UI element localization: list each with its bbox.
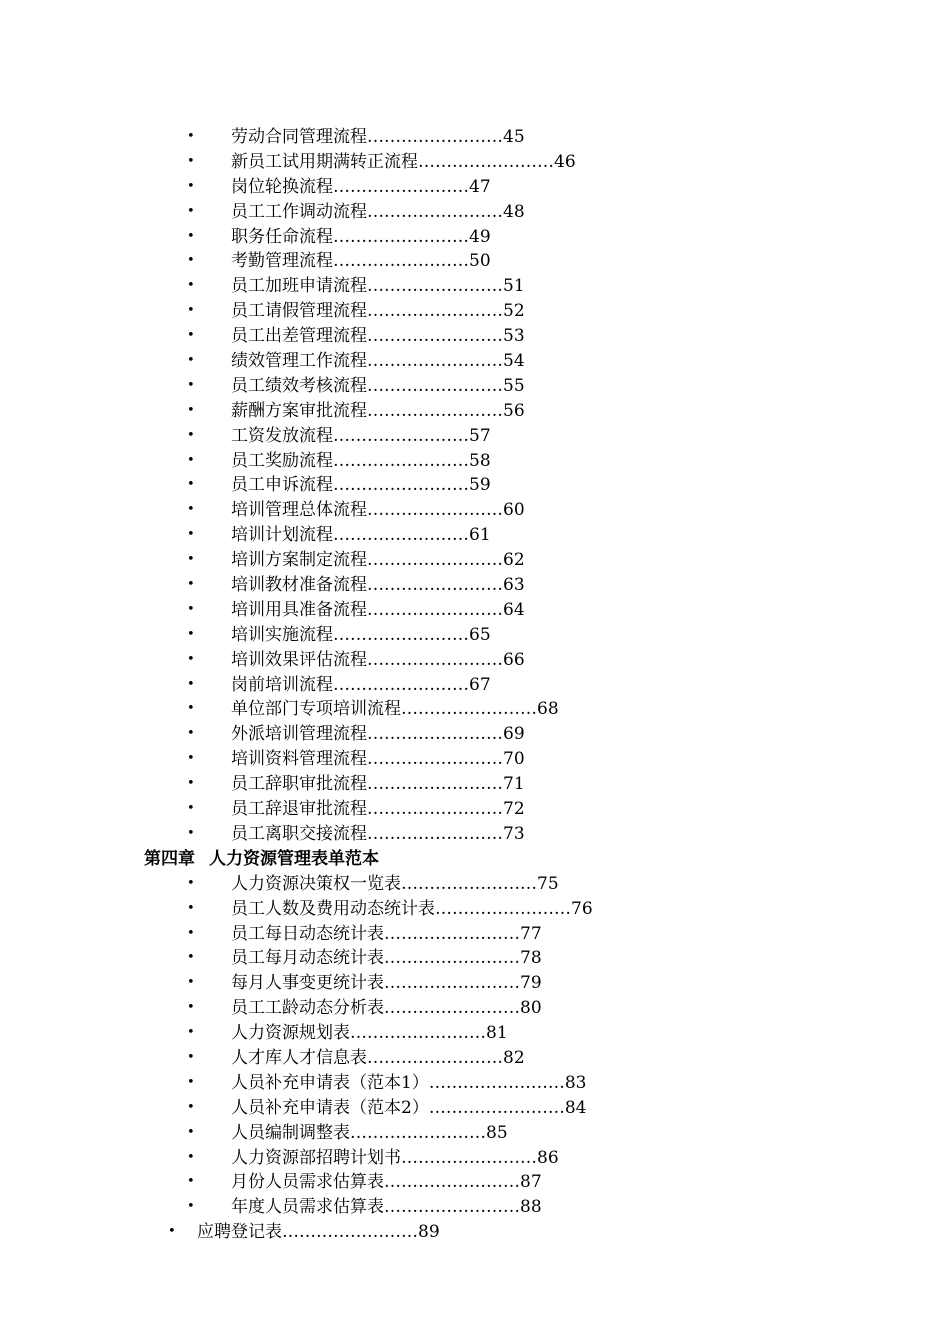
- dot-leader: ……………………: [367, 649, 503, 670]
- toc-entry-page: 77: [520, 923, 542, 944]
- toc-entry: [0, 922, 950, 947]
- toc-entry-text: [231, 1021, 508, 1046]
- toc-entry-title: 薪酬方案审批流程: [231, 400, 367, 421]
- toc-entry-page: 67: [469, 674, 491, 695]
- toc-entry: [0, 150, 950, 175]
- bullet-icon: •: [187, 651, 195, 667]
- toc-entry-page: 87: [520, 1172, 542, 1193]
- dot-leader: ……………………: [333, 475, 469, 496]
- toc-entry-text: [231, 697, 559, 722]
- toc-entry-title: 人员补充申请表（范本2）: [231, 1097, 429, 1118]
- toc-entry-page: 73: [503, 823, 525, 844]
- dot-leader: ……………………: [367, 823, 503, 844]
- toc-entry-title: 外派培训管理流程: [231, 724, 367, 745]
- toc-entry-title: 培训资料管理流程: [231, 749, 367, 770]
- bullet-icon: •: [187, 153, 195, 169]
- bullet-icon: •: [187, 328, 195, 344]
- chapter-label: 第四章: [144, 848, 195, 869]
- bullet-icon: •: [187, 601, 195, 617]
- toc-entry-text: [231, 772, 525, 797]
- toc-entry-text: [231, 1046, 525, 1071]
- toc-entry-text: [231, 648, 525, 673]
- dot-leader: ……………………: [428, 1072, 565, 1093]
- toc-entry-title: 人员编制调整表: [231, 1122, 350, 1143]
- toc-entry-text: [231, 1146, 559, 1171]
- toc-entry-title: 培训方案制定流程: [231, 550, 367, 571]
- toc-entry-text: [231, 971, 542, 996]
- dot-leader: ……………………: [367, 774, 503, 795]
- toc-entry-page: 64: [503, 599, 525, 620]
- toc-entry-title: 员工辞职审批流程: [231, 774, 367, 795]
- toc-entry-text: [197, 1220, 440, 1245]
- dot-leader: ……………………: [350, 1122, 486, 1143]
- bullet-icon: •: [187, 577, 195, 593]
- dot-leader: ……………………: [367, 1047, 503, 1068]
- toc-entry-page: 71: [503, 774, 525, 795]
- toc-entry-text: [231, 673, 491, 698]
- toc-entry-page: 63: [503, 575, 525, 596]
- toc-entry-title: 员工工龄动态分析表: [231, 998, 384, 1019]
- toc-entry-page: 75: [537, 873, 559, 894]
- toc-entry-text: [231, 299, 525, 324]
- toc-entry-page: 86: [537, 1147, 559, 1168]
- bullet-icon: •: [187, 1000, 195, 1016]
- bullet-icon: •: [187, 900, 195, 916]
- dot-leader: ……………………: [333, 624, 469, 645]
- toc-entry-title: 培训实施流程: [231, 624, 333, 645]
- toc-entry-title: 培训管理总体流程: [231, 500, 367, 521]
- dot-leader: ……………………: [401, 699, 537, 720]
- bullet-icon: •: [187, 1099, 195, 1115]
- bullet-icon: •: [187, 527, 195, 543]
- toc-entry-title: 月份人员需求估算表: [231, 1172, 384, 1193]
- bullet-icon: •: [187, 701, 195, 717]
- toc-entry-page: 78: [520, 948, 542, 969]
- toc-entry-text: [231, 897, 593, 922]
- toc-entry: [0, 374, 950, 399]
- bullet-icon: •: [187, 825, 195, 841]
- toc-entry: [0, 1220, 950, 1245]
- toc-entry-page: 82: [503, 1047, 525, 1068]
- dot-leader: ……………………: [333, 450, 469, 471]
- bullet-icon: •: [187, 1074, 195, 1090]
- toc-entry-title: 劳动合同管理流程: [231, 127, 367, 147]
- dot-leader: ……………………: [367, 599, 503, 620]
- toc-entry: [0, 772, 950, 797]
- dot-leader: ……………………: [333, 674, 469, 695]
- toc-entry-text: [231, 1096, 586, 1121]
- toc-entry-title: 员工每月动态统计表: [231, 948, 384, 969]
- toc-entry: [0, 225, 950, 250]
- toc-entry-title: 员工奖励流程: [231, 450, 333, 471]
- toc-entry: [0, 274, 950, 299]
- toc-entry: [0, 449, 950, 474]
- toc-entry-text: [231, 374, 525, 399]
- toc-entry: [0, 797, 950, 822]
- dot-leader: ……………………: [367, 724, 503, 745]
- toc-entry-text: [231, 598, 525, 623]
- dot-leader: ……………………: [333, 525, 469, 546]
- toc-entry-text: [231, 573, 525, 598]
- bullet-icon: •: [187, 1049, 195, 1065]
- bullet-icon: •: [187, 751, 195, 767]
- toc-entry-page: 57: [469, 425, 491, 446]
- toc-entry: [0, 673, 950, 698]
- dot-leader: ……………………: [428, 1097, 565, 1118]
- toc-entry-title: 员工每日动态统计表: [231, 923, 384, 944]
- toc-entry-page: 54: [503, 351, 525, 372]
- bullet-icon: •: [187, 776, 195, 792]
- toc-entry-title: 培训教材准备流程: [231, 575, 367, 596]
- bullet-icon: •: [187, 353, 195, 369]
- bullet-icon: •: [187, 1199, 195, 1215]
- toc-entry-page: 65: [469, 624, 491, 645]
- toc-entry: [0, 249, 950, 274]
- dot-leader: ……………………: [367, 749, 503, 770]
- toc-entry-title: 年度人员需求估算表: [231, 1197, 384, 1218]
- toc-entry-page: 51: [503, 276, 525, 297]
- toc-entry-title: 员工离职交接流程: [231, 823, 367, 844]
- bullet-icon: •: [187, 975, 195, 991]
- dot-leader: ……………………: [384, 948, 520, 969]
- toc-entry-text: [231, 150, 576, 175]
- bullet-icon: •: [187, 178, 195, 194]
- toc-entry-title: 人员补充申请表（范本1）: [231, 1072, 429, 1093]
- toc-entry-text: [231, 349, 525, 374]
- bullet-icon: •: [187, 129, 195, 144]
- chapter-heading-text: [144, 847, 379, 872]
- dot-leader: ……………………: [350, 1023, 486, 1044]
- bullet-icon: •: [187, 552, 195, 568]
- toc-entry-title: 工资发放流程: [231, 425, 333, 446]
- toc-entry-text: [231, 797, 525, 822]
- toc-entry-page: 80: [520, 998, 542, 1019]
- toc-entry: [0, 648, 950, 673]
- toc-entry-text: [231, 449, 491, 474]
- toc-entry-title: 员工申诉流程: [231, 475, 333, 496]
- toc-entry-page: 58: [469, 450, 491, 471]
- bullet-icon: •: [187, 203, 195, 219]
- toc-entry-page: 48: [503, 201, 525, 222]
- dot-leader: ……………………: [367, 326, 503, 347]
- toc-entry-text: [231, 1170, 542, 1195]
- toc-entry: [0, 598, 950, 623]
- toc-entry-text: [231, 996, 542, 1021]
- dot-leader: ……………………: [367, 201, 503, 222]
- bullet-icon: •: [187, 875, 195, 891]
- dot-leader: ……………………: [367, 301, 503, 322]
- toc-entry: [0, 1021, 950, 1046]
- dot-leader: ……………………: [333, 251, 469, 272]
- dot-leader: ……………………: [367, 500, 503, 521]
- chapter-heading: [0, 847, 950, 872]
- toc-entry-page: 50: [469, 251, 491, 272]
- toc-entry-text: [231, 523, 491, 548]
- dot-leader: ……………………: [367, 276, 503, 297]
- toc-entry-title: 每月人事变更统计表: [231, 973, 384, 994]
- toc-entry-page: 46: [554, 151, 576, 172]
- bullet-icon: •: [187, 477, 195, 493]
- toc-entry: [0, 473, 950, 498]
- toc-entry-title: 绩效管理工作流程: [231, 351, 367, 372]
- toc-entry: [0, 897, 950, 922]
- toc-entry-page: 72: [503, 799, 525, 820]
- toc-entry: [0, 324, 950, 349]
- toc-entry: [0, 125, 950, 150]
- dot-leader: ……………………: [367, 400, 503, 421]
- toc-entry: [0, 822, 950, 847]
- toc-entry-text: [231, 1121, 508, 1146]
- toc-entry-page: 55: [503, 375, 525, 396]
- toc-entry-text: [231, 498, 525, 523]
- toc-entry-title: 人力资源决策权一览表: [231, 873, 401, 894]
- toc-entry-page: 69: [503, 724, 525, 745]
- toc-entry-title: 岗位轮换流程: [231, 176, 333, 197]
- toc-entry: [0, 399, 950, 424]
- bullet-icon: •: [187, 925, 195, 941]
- toc-entry: [0, 523, 950, 548]
- dot-leader: ……………………: [367, 550, 503, 571]
- toc-entry-text: [231, 175, 491, 200]
- toc-entry-page: 62: [503, 550, 525, 571]
- bullet-icon: •: [187, 402, 195, 418]
- toc-entry-text: [231, 548, 525, 573]
- bullet-icon: •: [187, 1124, 195, 1140]
- dot-leader: ……………………: [401, 873, 537, 894]
- toc-entry-title: 应聘登记表: [197, 1222, 282, 1243]
- toc-entry: [0, 175, 950, 200]
- dot-leader: ……………………: [333, 425, 469, 446]
- dot-leader: ……………………: [435, 898, 571, 919]
- bullet-icon: •: [187, 502, 195, 518]
- toc-entry-page: 61: [469, 525, 491, 546]
- toc-entry-text: [231, 125, 525, 150]
- toc-entry-page: 49: [469, 226, 491, 247]
- dot-leader: ……………………: [401, 1147, 537, 1168]
- toc-entry-page: 84: [564, 1097, 587, 1118]
- toc-entry-page: 85: [486, 1122, 508, 1143]
- bullet-icon: •: [187, 452, 195, 468]
- toc-entry: [0, 548, 950, 573]
- dot-leader: ……………………: [384, 998, 520, 1019]
- toc-entry-title: 员工请假管理流程: [231, 301, 367, 322]
- toc-entry-title: 单位部门专项培训流程: [231, 699, 401, 720]
- bullet-icon: •: [187, 726, 195, 742]
- toc-entry: [0, 1170, 950, 1195]
- toc-entry: [0, 349, 950, 374]
- toc-entry-title: 员工工作调动流程: [231, 201, 367, 222]
- toc-entry: [0, 1121, 950, 1146]
- toc-entry-page: 53: [503, 326, 525, 347]
- toc-entry-title: 培训效果评估流程: [231, 649, 367, 670]
- bullet-icon: •: [187, 1174, 195, 1190]
- toc-entry-text: [231, 722, 525, 747]
- toc-entry-page: 68: [537, 699, 559, 720]
- toc-entry-text: [231, 946, 542, 971]
- dot-leader: ……………………: [282, 1222, 418, 1243]
- toc-entry-title: 员工出差管理流程: [231, 326, 367, 347]
- dot-leader: ……………………: [333, 226, 469, 247]
- bullet-icon: •: [187, 228, 195, 244]
- dot-leader: ……………………: [367, 799, 503, 820]
- toc-entry-page: 83: [564, 1072, 587, 1093]
- toc-entry-text: [231, 424, 491, 449]
- toc-entry-text: [231, 1195, 542, 1220]
- dot-leader: ……………………: [384, 1172, 520, 1193]
- bullet-icon: •: [187, 303, 195, 319]
- toc-entry-page: 76: [571, 898, 593, 919]
- dot-leader: ……………………: [333, 176, 469, 197]
- toc-entry-page: 88: [520, 1197, 542, 1218]
- toc-entry-page: 81: [486, 1023, 508, 1044]
- dot-leader: ……………………: [367, 127, 503, 147]
- toc-entry: [0, 299, 950, 324]
- chapter-title: 人力资源管理表单范本: [209, 848, 379, 869]
- toc-entry-title: 人力资源规划表: [231, 1023, 350, 1044]
- toc-entry-page: 79: [520, 973, 542, 994]
- toc-entry: [0, 623, 950, 648]
- toc-entry-text: [231, 623, 491, 648]
- toc-entry-page: 47: [469, 176, 491, 197]
- toc-entry-title: 考勤管理流程: [231, 251, 333, 272]
- dot-leader: ……………………: [384, 973, 520, 994]
- toc-entry-title: 职务任命流程: [231, 226, 333, 247]
- toc-entry-text: [231, 872, 559, 897]
- toc-entry-page: 59: [469, 475, 491, 496]
- bullet-icon: •: [187, 427, 195, 443]
- toc-entry-text: [231, 249, 491, 274]
- toc-entry-title: 新员工试用期满转正流程: [231, 151, 418, 172]
- toc-entry: [0, 1046, 950, 1071]
- toc-entry: [0, 747, 950, 772]
- bullet-icon: •: [187, 278, 195, 294]
- toc-entry: [0, 1146, 950, 1171]
- toc-entry: [0, 872, 950, 897]
- toc-entry: [0, 946, 950, 971]
- toc-entry-page: 70: [503, 749, 525, 770]
- toc-entry-page: 89: [418, 1222, 440, 1243]
- toc-entry-text: [231, 473, 491, 498]
- toc-entry-title: 员工绩效考核流程: [231, 375, 367, 396]
- bullet-icon: •: [187, 626, 195, 642]
- bullet-icon: •: [187, 676, 195, 692]
- toc-entry: [0, 424, 950, 449]
- bullet-icon: •: [187, 1025, 195, 1041]
- dot-leader: ……………………: [384, 923, 520, 944]
- toc-entry-text: [231, 922, 542, 947]
- toc-entry-title: 员工人数及费用动态统计表: [231, 898, 435, 919]
- toc-entry: [0, 1195, 950, 1220]
- toc-entry: [0, 996, 950, 1021]
- toc-entry-text: [231, 200, 525, 225]
- toc-entry: [0, 971, 950, 996]
- bullet-icon: •: [168, 1224, 176, 1240]
- toc-entry-page: 60: [503, 500, 525, 521]
- toc-entry-text: [231, 747, 525, 772]
- toc-entry-title: 员工加班申请流程: [231, 276, 367, 297]
- toc-entry: [0, 1071, 950, 1096]
- toc-entry-page: 45: [503, 127, 525, 147]
- toc-entry-text: [231, 324, 525, 349]
- dot-leader: ……………………: [367, 375, 503, 396]
- dot-leader: ……………………: [367, 575, 503, 596]
- toc-entry-page: 52: [503, 301, 525, 322]
- bullet-icon: •: [187, 1149, 195, 1165]
- toc-entry-title: 员工辞退审批流程: [231, 799, 367, 820]
- toc-entry: [0, 200, 950, 225]
- bullet-icon: •: [187, 950, 195, 966]
- bullet-icon: •: [187, 801, 195, 817]
- dot-leader: ……………………: [367, 351, 503, 372]
- toc-entry-title: 人力资源部招聘计划书: [231, 1147, 401, 1168]
- toc-entry: [0, 498, 950, 523]
- toc-entry: [0, 573, 950, 598]
- toc-entry-page: 66: [503, 649, 525, 670]
- toc-entry-text: [231, 822, 525, 847]
- toc-entry: [0, 697, 950, 722]
- bullet-icon: •: [187, 377, 195, 393]
- toc-entry-text: [231, 225, 491, 250]
- toc-entry-text: [231, 399, 525, 424]
- toc-entry-text: [231, 274, 525, 299]
- dot-leader: ……………………: [418, 151, 554, 172]
- toc-entry-title: 岗前培训流程: [231, 674, 333, 695]
- toc-entry-title: 人才库人才信息表: [231, 1047, 367, 1068]
- toc-entry: [0, 722, 950, 747]
- toc-entry-title: 培训计划流程: [231, 525, 333, 546]
- toc-entry-text: [231, 1071, 586, 1096]
- toc-entry-page: 56: [503, 400, 525, 421]
- toc-entry-title: 培训用具准备流程: [231, 599, 367, 620]
- toc-entry: [0, 1096, 950, 1121]
- dot-leader: ……………………: [384, 1197, 520, 1218]
- table-of-contents: [0, 125, 950, 1245]
- bullet-icon: •: [187, 253, 195, 269]
